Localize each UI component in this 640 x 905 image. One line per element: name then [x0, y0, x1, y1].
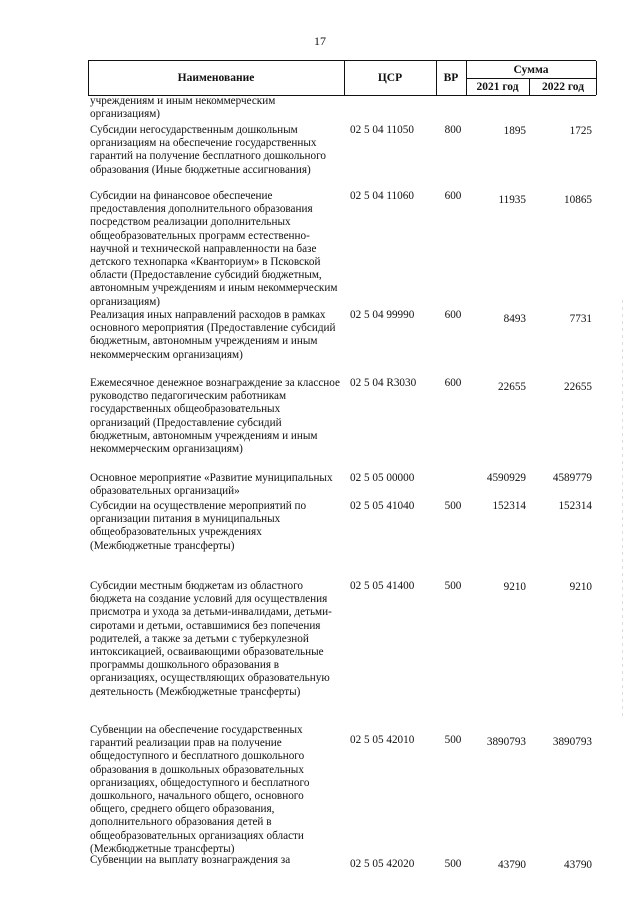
row-name: Субсидии негосударственным дошкольным организациям на обеспечение государственных гарантий на получение бесплатного дошкольного образования (Иные бюджетные ассигнования) [90, 124, 327, 176]
row-name: Субвенции на выплату вознаграждения за [90, 854, 291, 866]
row-value-2021: 3890793 [486, 736, 526, 748]
row-vr: 500 [444, 858, 462, 870]
scan-margin-mark [622, 300, 623, 720]
table-header [88, 60, 596, 96]
row-name: Субвенции на обеспечение государственных гарантий реализации прав на получение общедоступного и бесплатного дошкольного образования в дошкольных образовательных организациях, общедоступного и бесплатного дошкольного, начального общего, основного общего, среднего общего образования, дополнительного образования детей в общеобразовательных организациях области (Межбюджетные трансферты) [90, 724, 310, 855]
row-value-2021: 22655 [498, 381, 526, 393]
row-value-2022: 43790 [564, 859, 592, 871]
row-value-2021: 8493 [503, 313, 526, 325]
header-csr: ЦСР [377, 72, 403, 84]
row-value-2022: 1725 [569, 125, 592, 137]
row-value-2021: 9210 [503, 581, 526, 593]
row-value-2021: 43790 [498, 859, 526, 871]
row-value-2021: 152314 [492, 500, 526, 512]
row-value-2021: 11935 [498, 194, 526, 206]
row-vr: 500 [444, 500, 462, 512]
row-vr: 800 [444, 124, 462, 136]
header-year-2022: 2022 год [541, 81, 585, 93]
row-csr: 02 5 05 42020 [350, 858, 415, 870]
row-name: Субсидии местным бюджетам из областного бюджета на создание условий для осуществления присмотра и ухода за детьми-инвалидами, детьми-сиротами и детьми, оставшимися без попечения родителей, а также за детьми с туберкулезной интоксикацией, осваивающими образовательные программы дошкольного образования в организациях, осуществляющих образовательную деятельность (Межбюджетные трансферты) [90, 580, 332, 698]
header-name: Наименование [177, 72, 255, 84]
row-name: Субсидии на осуществление мероприятий по организации питания в муниципальных общеобразовательных учреждениях (Межбюджетные трансферты) [90, 500, 307, 552]
row-name: Ежемесячное денежное вознаграждение за классное руководство педагогическим работникам государственных общеобразовательных организаций (Предоставление субсидий бюджетным, автономным учреждениям и иным некоммерческим организациям) [90, 377, 340, 456]
row-csr: 02 5 05 00000 [350, 472, 415, 484]
row-vr: 500 [444, 734, 462, 746]
row-value-2021: 4590929 [486, 472, 526, 484]
row-name: Реализация иных направлений расходов в рамках основного мероприятия (Предоставление субсидий бюджетным, автономным учреждениям и иным некоммерческим организациям) [90, 309, 336, 361]
table-body [88, 95, 608, 895]
header-border-left [88, 61, 89, 95]
row-name: Субсидии на финансовое обеспечение предоставления дополнительного образования посредством реализации дополнительных общеобразовательных программ естественно-научной и технической направленности на базе детского технопарка «Кванториум» в Псковской области (Предоставление субсидий бюджетным, автономным учреждениям и иным некоммерческим организациям) [90, 190, 338, 308]
header-year-2021: 2021 год [476, 81, 519, 93]
page-number: 17 [314, 34, 326, 48]
row-name: учреждениям и иным некоммерческим организациям) [90, 95, 276, 121]
row-csr: 02 5 04 11060 [350, 190, 414, 202]
row-value-2022: 10865 [564, 194, 592, 206]
row-csr: 02 5 04 11050 [350, 124, 414, 136]
row-csr: 02 5 05 41040 [350, 500, 415, 512]
row-value-2021: 1895 [503, 125, 526, 137]
header-vr: ВР [443, 72, 459, 84]
header-sum: Сумма [513, 63, 549, 76]
row-csr: 02 5 04 99990 [350, 309, 415, 321]
row-csr: 02 5 04 R3030 [350, 377, 417, 389]
row-csr: 02 5 05 41400 [350, 580, 415, 592]
row-value-2022: 152314 [558, 500, 592, 512]
row-value-2022: 7731 [569, 313, 592, 325]
row-value-2022: 9210 [569, 581, 592, 593]
row-vr: 600 [444, 309, 462, 321]
row-value-2022: 22655 [564, 381, 592, 393]
row-value-2022: 3890793 [552, 736, 592, 748]
row-vr: 600 [444, 190, 462, 202]
row-csr: 02 5 05 42010 [350, 734, 415, 746]
row-vr: 600 [444, 377, 462, 389]
row-value-2022: 4589779 [552, 472, 592, 484]
header-border-right [596, 61, 597, 95]
row-name: Основное мероприятие «Развитие муниципальных образовательных организаций» [90, 472, 333, 498]
row-vr: 500 [444, 580, 462, 592]
